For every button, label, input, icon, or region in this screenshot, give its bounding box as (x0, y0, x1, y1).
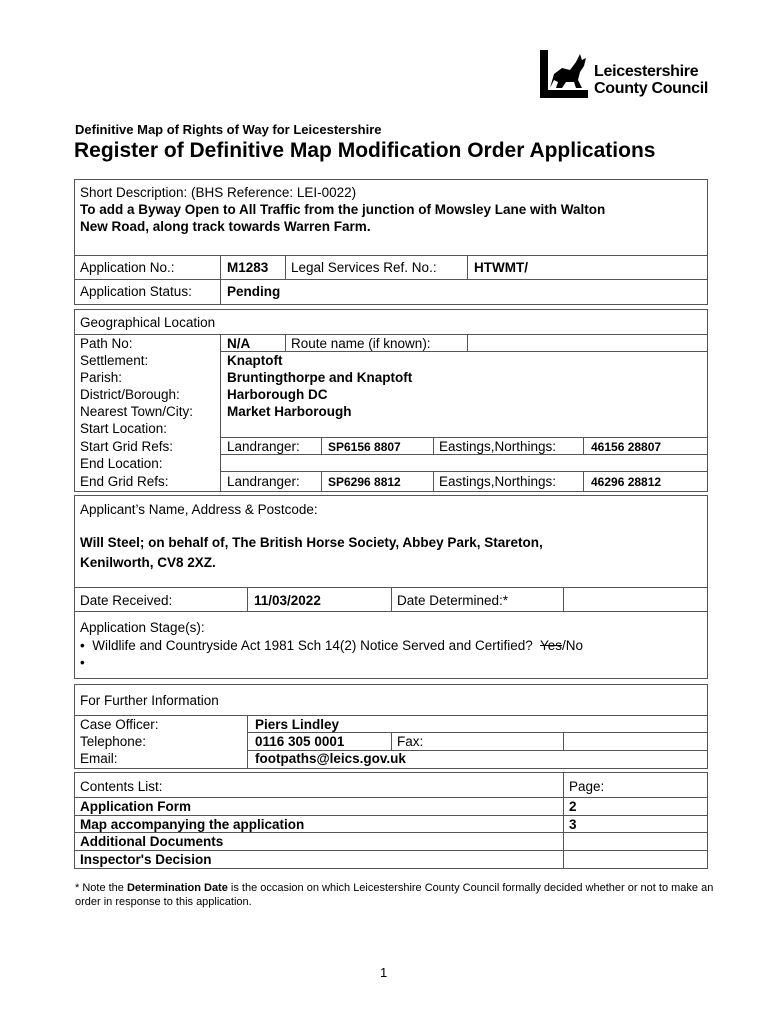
document-subtitle: Definitive Map of Rights of Way for Leicestershire (75, 122, 382, 137)
application-status-value: Pending (227, 284, 281, 299)
applicant-line1: Will Steel; on behalf of, The British Horse Society, Abbey Park, Stareton, (80, 535, 543, 550)
application-stages-label: Application Stage(s): (80, 620, 205, 635)
start-location-label: Start Location: (80, 421, 168, 436)
council-name-line2: County Council (594, 80, 709, 97)
council-name-line1: Leicestershire (594, 63, 699, 80)
path-no-label: Path No: (80, 336, 133, 351)
end-landranger-value: SP6296 8812 (328, 475, 401, 489)
stage-no: /No (562, 638, 584, 653)
case-officer-value: Piers Lindley (255, 717, 340, 732)
application-status-label: Application Status: (80, 284, 192, 299)
contents-heading: Contents List: (80, 779, 163, 794)
footnote-prefix: * Note the (75, 882, 127, 894)
fax-label: Fax: (397, 734, 424, 749)
further-information-section (74, 684, 708, 769)
geographical-location-section (74, 309, 708, 492)
district-label: District/Borough: (80, 387, 180, 402)
applicant-section (74, 495, 708, 679)
contents-item-page: 3 (569, 817, 577, 832)
parish-label: Parish: (80, 370, 123, 385)
settlement-value: Knaptoft (227, 353, 283, 368)
info-heading: For Further Information (80, 693, 219, 708)
start-landranger-label: Landranger: (227, 439, 300, 454)
footnote-rest: is the occasion on which Leicestershire County Council formally decided whether or not to make an order in response to this application. (75, 882, 714, 908)
description-label: Short Description: (BHS Reference: LEI-0022) (80, 185, 357, 200)
nearest-town-label: Nearest Town/City: (80, 404, 194, 419)
empty-stage-item: • (80, 655, 85, 670)
bullet-icon: • (80, 638, 85, 653)
start-grid-label: Start Grid Refs: (80, 439, 174, 454)
stage-item (80, 637, 583, 654)
legal-ref-label: Legal Services Ref. No.: (291, 260, 437, 275)
end-eastings-label: Eastings,Northings: (439, 474, 557, 489)
document-title: Register of Definitive Map Modification Order Applications (74, 139, 656, 162)
contents-item-label: Map accompanying the application (80, 817, 305, 832)
council-name (594, 63, 708, 97)
application-no-label: Application No.: (80, 260, 175, 275)
legal-ref-value: HTWMT/ (474, 260, 528, 275)
contents-section (74, 772, 708, 869)
email-label: Email: (80, 751, 118, 766)
description-line1: To add a Byway Open to All Traffic from the junction of Mowsley Lane with Walton (80, 202, 606, 217)
description-section (74, 179, 708, 305)
end-landranger-label: Landranger: (227, 474, 300, 489)
date-received-value: 11/03/2022 (254, 593, 321, 608)
applicant-line2: Kenilworth, CV8 2XZ. (80, 555, 216, 570)
parish-value: Bruntingthorpe and Knaptoft (227, 370, 413, 385)
start-eastings-label: Eastings,Northings: (439, 439, 557, 454)
contents-item-label: Inspector's Decision (80, 852, 212, 867)
district-value: Harborough DC (227, 387, 328, 402)
end-location-label: End Location: (80, 456, 163, 471)
email-value[interactable]: footpaths@leics.gov.uk (255, 751, 406, 766)
telephone-label: Telephone: (80, 734, 147, 749)
route-name-label: Route name (if known): (291, 336, 431, 351)
application-no-value: M1283 (227, 260, 269, 275)
page-heading: Page: (569, 779, 605, 794)
end-eastings-value: 46296 28812 (591, 475, 662, 489)
nearest-town-value: Market Harborough (227, 404, 352, 419)
footnote-bold: Determination Date (126, 882, 228, 894)
contents-item-label: Additional Documents (80, 834, 224, 849)
path-no-value: N/A (227, 336, 251, 351)
date-received-label: Date Received: (80, 593, 173, 608)
date-determined-label: Date Determined:* (397, 593, 509, 608)
applicant-label: Applicant’s Name, Address & Postcode: (80, 502, 318, 517)
determination-footnote (75, 881, 715, 909)
end-grid-label: End Grid Refs: (80, 474, 169, 489)
stage-text: Wildlife and Countryside Act 1981 Sch 14(2) Notice Served and Certified? (92, 638, 533, 653)
description-line2: New Road, along track towards Warren Farm. (80, 219, 371, 234)
contents-item-label: Application Form (80, 799, 191, 814)
case-officer-label: Case Officer: (80, 717, 159, 732)
contents-item-page: 2 (569, 799, 577, 814)
fox-emblem-icon (540, 50, 594, 98)
stage-yes-struck: Yes (540, 638, 563, 653)
start-landranger-value: SP6156 8807 (328, 440, 401, 454)
start-eastings-value: 46156 28807 (591, 440, 662, 454)
telephone-value: 0116 305 0001 (255, 734, 345, 749)
settlement-label: Settlement: (80, 353, 149, 368)
page-number: 1 (380, 965, 388, 980)
geo-heading: Geographical Location (80, 315, 216, 330)
